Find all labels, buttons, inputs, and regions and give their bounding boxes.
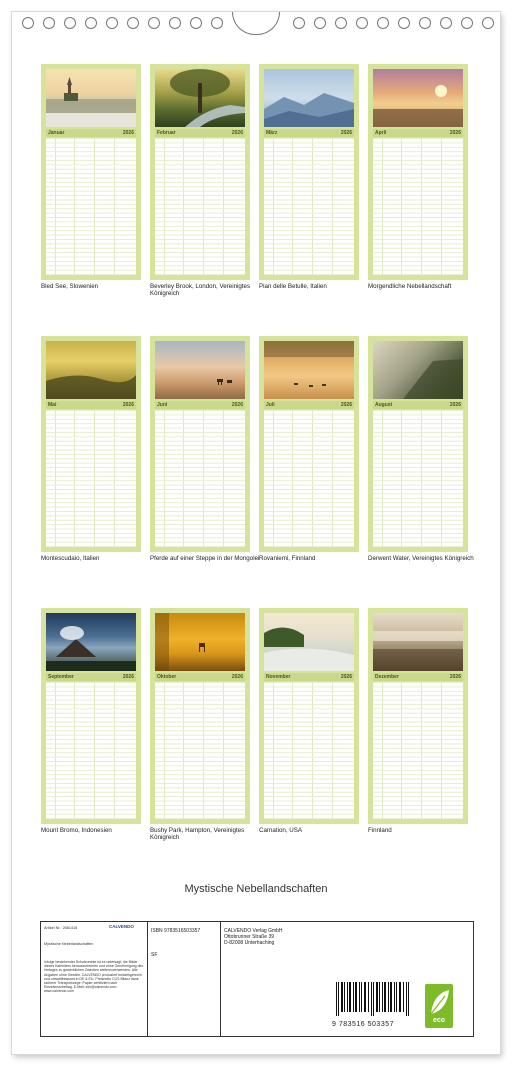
photo-caption: Derwent Water, Vereinigtes Königreich bbox=[368, 555, 474, 562]
month-header bbox=[264, 673, 354, 681]
photo-caption: Montescudaio, Italien bbox=[41, 555, 100, 562]
publisher-city: D-82008 Unterhaching bbox=[224, 940, 275, 947]
binding-hole bbox=[461, 17, 473, 29]
date-grid bbox=[264, 138, 354, 275]
month-year: 2026 bbox=[340, 402, 352, 408]
month-name: August bbox=[375, 402, 393, 408]
brand-logo: CALVENDO bbox=[109, 924, 134, 929]
month-header bbox=[155, 401, 245, 409]
binding-hole bbox=[482, 17, 494, 29]
date-grid bbox=[373, 410, 463, 547]
montescudaio-photo bbox=[46, 341, 136, 399]
month-name: November bbox=[266, 674, 291, 680]
date-grid bbox=[46, 410, 136, 547]
month-name: Juni bbox=[157, 402, 168, 408]
date-grid bbox=[155, 138, 245, 275]
month-frame bbox=[41, 608, 141, 824]
carnation-photo bbox=[264, 613, 354, 671]
month-frame bbox=[41, 336, 141, 552]
binding-hole bbox=[377, 17, 389, 29]
month-name: Juli bbox=[266, 402, 275, 408]
photo-caption: Mount Bromo, Indonesien bbox=[41, 827, 112, 834]
month-frame bbox=[150, 608, 250, 824]
month-name: März bbox=[266, 130, 278, 136]
binding-hole bbox=[314, 17, 326, 29]
date-grid bbox=[264, 682, 354, 819]
month-header bbox=[373, 401, 463, 409]
month-header bbox=[155, 129, 245, 137]
month-year: 2026 bbox=[340, 130, 352, 136]
article-number: Artikel Nr.: 2581416 bbox=[44, 926, 78, 930]
binding-hole bbox=[190, 17, 202, 29]
product-info-box bbox=[40, 921, 474, 1037]
binding-hole bbox=[398, 17, 410, 29]
month-name: Oktober bbox=[157, 674, 177, 680]
month-header bbox=[46, 401, 136, 409]
eco-label: eco bbox=[432, 1017, 446, 1024]
binding-hole bbox=[356, 17, 368, 29]
month-year: 2026 bbox=[340, 674, 352, 680]
binding-hole bbox=[211, 17, 223, 29]
date-grid bbox=[373, 682, 463, 819]
month-header bbox=[264, 401, 354, 409]
sf-code: SF bbox=[151, 952, 158, 958]
binding-hole bbox=[64, 17, 76, 29]
binding-hole bbox=[127, 17, 139, 29]
month-year: 2026 bbox=[231, 674, 243, 680]
morning-fog-photo bbox=[373, 69, 463, 127]
month-header bbox=[373, 129, 463, 137]
binding-hole bbox=[419, 17, 431, 29]
month-header bbox=[373, 673, 463, 681]
binding-hole bbox=[148, 17, 160, 29]
publisher-name: CALVENDO Verlag GmbH bbox=[224, 928, 283, 934]
beverley-brook-photo bbox=[155, 69, 245, 127]
binding-hole bbox=[43, 17, 55, 29]
binding-hole bbox=[22, 17, 34, 29]
photo-caption: Carnation, USA bbox=[259, 827, 302, 834]
legal-notice: Infolge bestehender Schutzrechte ist es untersagt, die Bilder dieses Kalenders herauszutrennen und ohne Genehmigung des Verlages zu gewerblichen Zwecken weiterzuverwenden. Alle Angaben ohne Gewähr. CALVENDO produziert bedarfsgerecht und umweltbewusst in DE & EU. Preisnetto CO2-Bilanz dank sicherer Transportwege. Papier zertifiziert nach Einzelsnutzbetrag. E-Mail: info@calvendo.com · www.calvendo.com bbox=[44, 960, 144, 994]
month-year: 2026 bbox=[449, 674, 461, 680]
date-grid bbox=[46, 138, 136, 275]
month-year: 2026 bbox=[122, 130, 134, 136]
eco-badge bbox=[425, 984, 453, 1028]
month-name: Dezember bbox=[375, 674, 399, 680]
rovaniemi-photo bbox=[264, 341, 354, 399]
month-name: Mai bbox=[48, 402, 57, 408]
mount-bromo-photo bbox=[46, 613, 136, 671]
month-header bbox=[155, 673, 245, 681]
info-column-middle bbox=[148, 922, 221, 1036]
date-grid bbox=[264, 410, 354, 547]
month-frame bbox=[368, 64, 468, 280]
pian-delle-betulle-photo bbox=[264, 69, 354, 127]
date-grid bbox=[46, 682, 136, 819]
date-grid bbox=[155, 410, 245, 547]
month-header bbox=[46, 129, 136, 137]
bushy-park-photo bbox=[155, 613, 245, 671]
photo-caption: Pian delle Betulle, Italien bbox=[259, 283, 327, 290]
month-frame bbox=[259, 608, 359, 824]
info-column-left bbox=[41, 922, 148, 1036]
calendar-title: Mystische Nebellandschaften bbox=[184, 883, 328, 895]
finland-photo bbox=[373, 613, 463, 671]
month-name: Januar bbox=[48, 130, 65, 136]
barcode-icon bbox=[334, 982, 412, 1022]
isbn: ISBN 9783516503357 bbox=[151, 928, 201, 934]
month-header bbox=[46, 673, 136, 681]
month-name: September bbox=[48, 674, 74, 680]
date-grid bbox=[155, 682, 245, 819]
photo-caption: Morgendliche Nebellandschaft bbox=[368, 283, 452, 290]
photo-caption: Rovaniemi, Finnland bbox=[259, 555, 316, 562]
barcode-number: 9 783516 503357 bbox=[332, 1021, 394, 1028]
binding-hole bbox=[85, 17, 97, 29]
month-frame bbox=[368, 608, 468, 824]
month-year: 2026 bbox=[231, 130, 243, 136]
month-frame bbox=[150, 336, 250, 552]
month-frame bbox=[368, 336, 468, 552]
binding-hole bbox=[106, 17, 118, 29]
month-year: 2026 bbox=[122, 402, 134, 408]
photo-caption: Finnland bbox=[368, 827, 392, 834]
month-header bbox=[264, 129, 354, 137]
month-name: Februar bbox=[157, 130, 176, 136]
month-year: 2026 bbox=[231, 402, 243, 408]
month-name: April bbox=[375, 130, 387, 136]
photo-caption: Bled See, Slowenien bbox=[41, 283, 99, 290]
photo-caption: Pferde auf einer Steppe in der Mongolei bbox=[150, 555, 260, 562]
month-frame bbox=[150, 64, 250, 280]
publisher-street: Ottobrunner Straße 39 bbox=[224, 934, 275, 941]
month-year: 2026 bbox=[449, 130, 461, 136]
derwent-water-photo bbox=[373, 341, 463, 399]
month-frame bbox=[259, 64, 359, 280]
binding-hole bbox=[335, 17, 347, 29]
month-year: 2026 bbox=[122, 674, 134, 680]
binding-hole bbox=[169, 17, 181, 29]
binding-hole bbox=[293, 17, 305, 29]
month-frame bbox=[41, 64, 141, 280]
month-frame bbox=[259, 336, 359, 552]
mongolia-horses-photo bbox=[155, 341, 245, 399]
month-year: 2026 bbox=[449, 402, 461, 408]
photo-caption: Beverley Brook, London, Vereinigtes Königreich bbox=[150, 283, 251, 297]
photo-caption: Bushy Park, Hampton, Vereinigtes Königreich bbox=[150, 827, 245, 841]
product-title: Mystische Nebellandschaften bbox=[44, 942, 94, 946]
date-grid bbox=[373, 138, 463, 275]
bled-lake-photo bbox=[46, 69, 136, 127]
binding-hole bbox=[440, 17, 452, 29]
info-column-right bbox=[221, 922, 473, 1036]
